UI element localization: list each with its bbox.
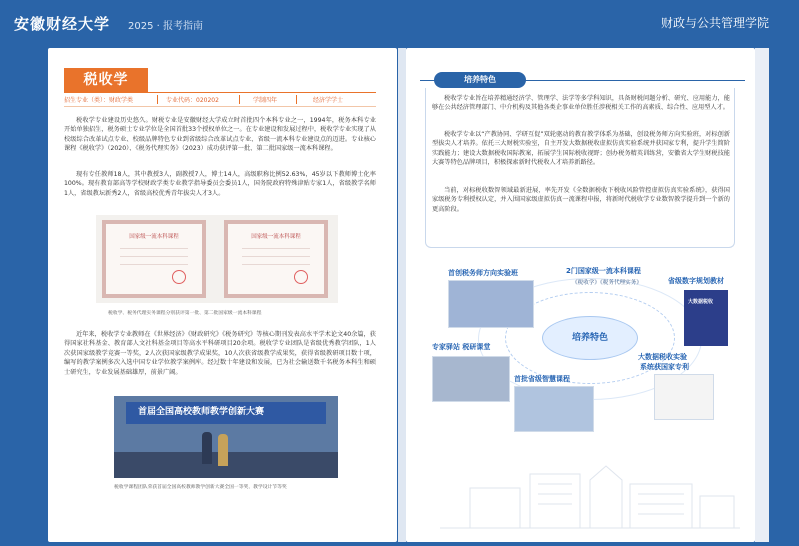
university-logo: 安徽财经大学 (14, 15, 111, 33)
college-name: 财政与公共管理学院 (660, 16, 769, 30)
meta-rule (64, 106, 376, 107)
feature-item-expert-station: 专家驿站 税研课堂 (432, 343, 491, 351)
meta-duration: 学制四年 (253, 97, 278, 104)
intro-paragraph-2: 现有专任教师18人，其中教授3人，副教授7人，博士14人，高级职称比例52.63%，45岁以下教师博士化率100%。现有教育部高等学校财政学类专业教学指导委员会委员1人，国务院政府特殊津贴专家1人，省级教学名师1人，省级教坛新秀2人，省级高校优秀青年拔尖人才3人。 (64, 171, 376, 197)
feature-item-pilot-class: 首创税务师方向实验班 (448, 269, 518, 277)
diagram-hub-label: 培养特色 (571, 333, 608, 343)
major-title: 税收学 (64, 68, 148, 92)
meta-divider (239, 95, 240, 104)
side-band (755, 48, 769, 542)
header-bar (0, 0, 799, 42)
textbook-cover-title: 大数据税收 (688, 299, 714, 305)
feature-item-course-names: 《税收学》《税务代理实务》 (572, 280, 642, 286)
meta-degree: 经济学学士 (313, 97, 344, 104)
title-rule (64, 92, 376, 93)
page-gutter (398, 48, 406, 542)
certificate-1 (102, 220, 206, 298)
certificate-2 (224, 220, 328, 298)
features-heading: 培养特色 (434, 72, 526, 88)
patent-certificate (654, 374, 714, 420)
pilot-class-photo (448, 280, 534, 328)
feature-item-patent: 大数据税收实验 (638, 353, 687, 361)
meta-divider (157, 95, 158, 104)
certificate-title: 国家级一流本科课程 (251, 234, 301, 240)
intro-paragraph-3: 近年来，税收学专业教师在《世界经济》《财政研究》《税务研究》等核心期刊发表高水平学术论文40余篇，获得国家社科基金、教育部人文社科基金项目等高水平科研项目20余项。税收学专业团队是省级优秀教学团队，1人次获国家级教学竞赛一等奖，2人次获国家级教学成果奖，10人次获省级教学成果奖，获得省级教研项目数十项，编写的教学案例多次入选中国专业学位教学案例库。经过数十年建设和发展，已为社会输送数千名税务本科生和硕士研究生，专业发展基础雄厚，前景广阔。 (64, 331, 376, 376)
award-photo (114, 396, 338, 478)
feature-item-digital-textbook: 省级数字规划教材 (668, 277, 724, 285)
photo-caption: 税收学课程团队荣获首届全国高校教师教学创新大赛全国一等奖、教学设计节等奖 (114, 485, 287, 490)
person-figure (218, 434, 228, 466)
photo-banner-text: 首届全国高校教师教学创新大赛 (138, 407, 265, 417)
seal-icon (294, 270, 308, 284)
feature-item-smart-course: 首批省级智慧课程 (514, 375, 570, 383)
person-figure (202, 432, 212, 464)
certificate-caption: 税收学、税务代理实务课程分别获评第一批、第二批国家级一流本科课程 (108, 311, 262, 316)
feature-item-patent-line2: 系统获国家专利 (640, 363, 689, 371)
intro-paragraph-1: 税收学专业建设历史悠久。财税专业是安徽财经大学成立时首批四个本科专业之一，1994年，税务本科专业开始单独招生，税务硕士专业学位是全国首批33个授权单位之一。在专业建设和发展过程中，税收学专业实现了从校级综合改革试点专业、校级品牌特色专业到省级综合改革试点专业、省级一流本科专业建设点的迈进。专业核心课程《税收学》（2020）、《税务代理实务》（2023）成功获评第一批、第二批国家级一流本科课程。 (64, 117, 376, 153)
campus-skyline-illustration (430, 418, 750, 538)
feature-paragraph-2: 税收学专业以“产教协同、学研互促”双轮驱动的教育教学体系为基础，创设税务师方向实验班，对标创新型拔尖人才培养。依托三大财税实验室，自主开发大数据税收虚拟仿真实验系统并获国家专利，提升学生简阶实践能力；建设大数据税收国际教案，拓展学生国际税收视野；创办税务精英训练营，安徽省大学生财税技能大赛等特色品牌项目，积极探索新时代税收人才培养新路径。 (432, 131, 730, 167)
certificate-title: 国家级一流本科课程 (129, 234, 179, 240)
feature-paragraph-3: 当前，对标税收数智领域最新进展，率先开发《全数据税收下税收风险管控虚拟仿真实验系统》，获得国家级税务专利授权认定，并入围国家级虚拟仿真一流课程申报，将新时代税收学专业数智教学提升到一个新的更高阶段。 (432, 187, 730, 213)
guide-title: 2025 · 报考指南 (128, 21, 203, 32)
expert-station-photo (432, 356, 510, 402)
feature-item-national-courses: 2门国家级一流本科课程 (566, 267, 641, 275)
seal-icon (172, 270, 186, 284)
meta-divider (296, 95, 297, 104)
feature-paragraph-1: 税收学专业旨在培养精通经济学、管理学、法学等多学科知识，具备财税问题分析、研究、应用能力，能够在公共经济管理部门、中介机构及其他各类企事业单位胜任涉税相关工作的高素质、综合性、应用型人才。 (432, 95, 730, 112)
meta-code: 专业代码：020202 (166, 97, 219, 104)
meta-category: 招生专业（类）：财政学类 (64, 97, 134, 104)
